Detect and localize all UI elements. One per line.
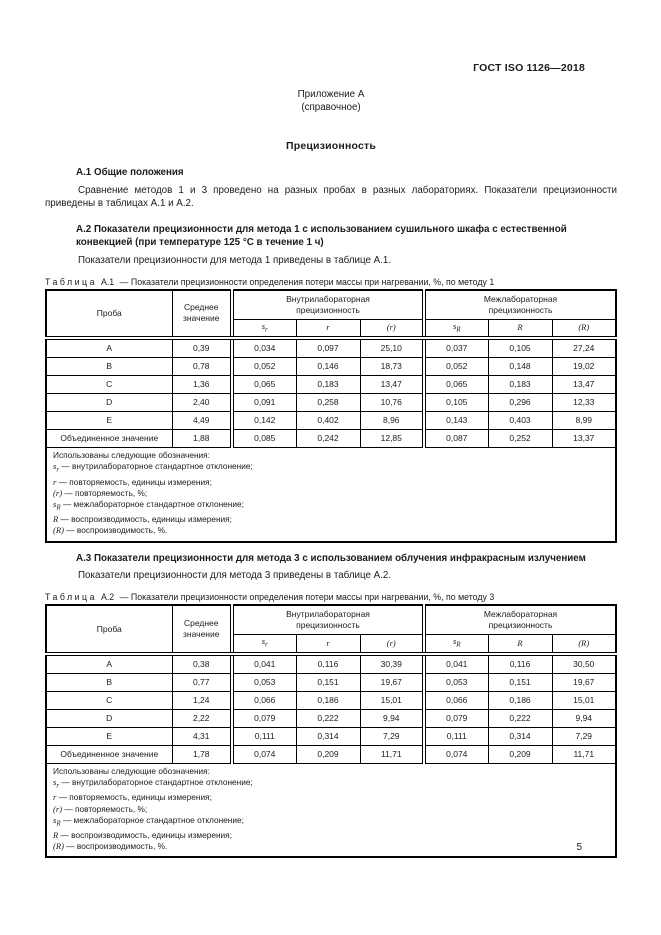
value-cell: 0,146 bbox=[296, 358, 360, 376]
value-cell: 0,105 bbox=[488, 338, 552, 358]
value-cell: 12,33 bbox=[552, 394, 616, 412]
value-cell: 1,36 bbox=[172, 376, 232, 394]
value-cell: 0,074 bbox=[424, 745, 488, 763]
value-cell: 4,49 bbox=[172, 412, 232, 430]
value-cell: 1,88 bbox=[172, 430, 232, 448]
sample-cell: E bbox=[46, 727, 172, 745]
value-cell: 0,085 bbox=[232, 430, 296, 448]
value-cell: 0,151 bbox=[488, 673, 552, 691]
note-line: (R) — воспроизводимость, %. bbox=[53, 525, 168, 536]
table-row bbox=[46, 394, 616, 412]
note-line: R — воспроизводимость, единицы измерения; bbox=[53, 514, 232, 525]
value-cell: 0,252 bbox=[488, 430, 552, 448]
value-cell: 0,314 bbox=[488, 727, 552, 745]
value-cell: 0,052 bbox=[424, 358, 488, 376]
note-line: r — повторяемость, единицы измерения; bbox=[53, 476, 212, 487]
value-cell: 18,73 bbox=[360, 358, 424, 376]
appendix-title: Приложение А bbox=[297, 89, 365, 100]
value-cell: 0,186 bbox=[488, 691, 552, 709]
value-cell: 19,67 bbox=[360, 673, 424, 691]
value-cell: 0,258 bbox=[296, 394, 360, 412]
value-cell: 13,37 bbox=[552, 430, 616, 448]
value-cell: 0,314 bbox=[296, 727, 360, 745]
col-header-sr: $s_r$ bbox=[232, 635, 296, 654]
value-cell: 10,76 bbox=[360, 394, 424, 412]
value-cell: 27,24 bbox=[552, 338, 616, 358]
sample-cell: E bbox=[46, 412, 172, 430]
value-cell: 0,77 bbox=[172, 673, 232, 691]
col-header-r: r bbox=[296, 635, 360, 654]
value-cell: 19,02 bbox=[552, 358, 616, 376]
page-number: 5 bbox=[576, 842, 582, 853]
value-cell: 0,402 bbox=[296, 412, 360, 430]
value-cell: 0,066 bbox=[424, 691, 488, 709]
value-cell: 0,052 bbox=[232, 358, 296, 376]
value-cell: 0,222 bbox=[296, 709, 360, 727]
value-cell: 4,31 bbox=[172, 727, 232, 745]
value-cell: 7,29 bbox=[360, 727, 424, 745]
section-a3-paragraph: Показатели прецизионности для метода 3 приведены в таблице А.2. bbox=[78, 570, 392, 582]
sample-cell: C bbox=[46, 376, 172, 394]
value-cell: 11,71 bbox=[360, 745, 424, 763]
value-cell: 0,39 bbox=[172, 338, 232, 358]
value-cell: 9,94 bbox=[360, 709, 424, 727]
precision-table-a1 bbox=[45, 289, 617, 543]
value-cell: 13,47 bbox=[552, 376, 616, 394]
section-a1-paragraph: Сравнение методов 1 и 3 проведено на разных пробах в разных лабораториях. Показатели прецизионности приведены в таблицах А.1 и А.2. bbox=[45, 184, 617, 209]
col-group-interlab: Межлабораторная прецизионность bbox=[424, 290, 616, 320]
col-header-sR: $s_R$ bbox=[424, 319, 488, 338]
table-caption-number: А.2 bbox=[101, 592, 115, 603]
col-header-r: r bbox=[296, 319, 360, 338]
value-cell: 2,40 bbox=[172, 394, 232, 412]
value-cell: 12,85 bbox=[360, 430, 424, 448]
value-cell: 0,148 bbox=[488, 358, 552, 376]
table-caption-text: — Показатели прецизионности определения потери массы при нагревании, %, по методу 3 bbox=[119, 592, 495, 603]
value-cell: 11,71 bbox=[552, 745, 616, 763]
value-cell: 0,105 bbox=[424, 394, 488, 412]
table-caption-word: Таблица bbox=[45, 276, 97, 287]
value-cell: 0,053 bbox=[424, 673, 488, 691]
note-line: r — повторяемость, единицы измерения; bbox=[53, 792, 212, 803]
value-cell: 0,143 bbox=[424, 412, 488, 430]
table-row bbox=[46, 709, 616, 727]
value-cell: 13,47 bbox=[360, 376, 424, 394]
value-cell: 1,24 bbox=[172, 691, 232, 709]
table-row bbox=[46, 358, 616, 376]
notes-intro: Использованы следующие обозначения: bbox=[53, 765, 210, 776]
value-cell: 0,065 bbox=[424, 376, 488, 394]
value-cell: 0,091 bbox=[232, 394, 296, 412]
precision-table-a2 bbox=[45, 604, 617, 858]
section-a3-heading: А.3 Показатели прецизионности для метода 3 с использованием облучения инфракрасным излучением bbox=[76, 552, 586, 564]
value-cell: 0,111 bbox=[232, 727, 296, 745]
note-line: $s_r$ — внутрилабораторное стандартное отклонение; bbox=[53, 777, 253, 790]
value-cell: 0,074 bbox=[232, 745, 296, 763]
table-caption-number: А.1 bbox=[101, 276, 115, 287]
col-header-mean: Среднее значение bbox=[172, 605, 232, 654]
sample-cell: Объединенное значение bbox=[46, 745, 172, 763]
table-row bbox=[46, 727, 616, 745]
table-row bbox=[46, 430, 616, 448]
value-cell: 0,222 bbox=[488, 709, 552, 727]
value-cell: 15,01 bbox=[552, 691, 616, 709]
col-group-interlab: Межлабораторная прецизионность bbox=[424, 605, 616, 635]
page-content bbox=[45, 88, 617, 858]
value-cell: 0,183 bbox=[296, 376, 360, 394]
sample-cell: D bbox=[46, 709, 172, 727]
col-header-R-pct: (R) bbox=[552, 635, 616, 654]
value-cell: 0,183 bbox=[488, 376, 552, 394]
table-row bbox=[46, 654, 616, 674]
sample-cell: C bbox=[46, 691, 172, 709]
col-header-r-pct: (r) bbox=[360, 319, 424, 338]
note-line: (r) — повторяемость, %; bbox=[53, 803, 148, 814]
section-a2-paragraph: Показатели прецизионности для метода 1 приведены в таблице А.1. bbox=[78, 254, 392, 266]
table-row bbox=[46, 338, 616, 358]
value-cell: 0,034 bbox=[232, 338, 296, 358]
note-line: (R) — воспроизводимость, %. bbox=[53, 841, 168, 852]
value-cell: 0,209 bbox=[488, 745, 552, 763]
col-header-R-pct: (R) bbox=[552, 319, 616, 338]
table-row bbox=[46, 412, 616, 430]
value-cell: 8,96 bbox=[360, 412, 424, 430]
table-notes bbox=[46, 763, 616, 857]
table-row bbox=[46, 745, 616, 763]
note-line: (r) — повторяемость, %; bbox=[53, 487, 148, 498]
value-cell: 30,39 bbox=[360, 654, 424, 674]
col-header-R: R bbox=[488, 319, 552, 338]
value-cell: 0,209 bbox=[296, 745, 360, 763]
value-cell: 0,116 bbox=[488, 654, 552, 674]
table-a2-caption bbox=[45, 591, 617, 604]
sample-cell: Объединенное значение bbox=[46, 430, 172, 448]
value-cell: 0,151 bbox=[296, 673, 360, 691]
table-row bbox=[46, 673, 616, 691]
col-group-intralab: Внутрилабораторная прецизионность bbox=[232, 290, 424, 320]
value-cell: 0,116 bbox=[296, 654, 360, 674]
doc-number: ГОСТ ISO 1126—2018 bbox=[473, 62, 585, 74]
value-cell: 0,296 bbox=[488, 394, 552, 412]
col-header-r-pct: (r) bbox=[360, 635, 424, 654]
note-line: $s_r$ — внутрилабораторное стандартное отклонение; bbox=[53, 461, 253, 475]
value-cell: 0,041 bbox=[424, 654, 488, 674]
value-cell: 0,037 bbox=[424, 338, 488, 358]
section-a1-heading: А.1 Общие положения bbox=[76, 167, 184, 178]
col-header-sr: $s_r$ bbox=[232, 319, 296, 338]
value-cell: 0,079 bbox=[424, 709, 488, 727]
table-row bbox=[46, 376, 616, 394]
value-cell: 0,403 bbox=[488, 412, 552, 430]
sample-cell: A bbox=[46, 654, 172, 674]
value-cell: 7,29 bbox=[552, 727, 616, 745]
table-caption-text: — Показатели прецизионности определения потери массы при нагревании, %, по методу 1 bbox=[119, 276, 495, 287]
value-cell: 19,67 bbox=[552, 673, 616, 691]
value-cell: 0,087 bbox=[424, 430, 488, 448]
value-cell: 0,053 bbox=[232, 673, 296, 691]
col-group-intralab: Внутрилабораторная прецизионность bbox=[232, 605, 424, 635]
value-cell: 25,10 bbox=[360, 338, 424, 358]
col-header-sR: $s_R$ bbox=[424, 635, 488, 654]
value-cell: 0,065 bbox=[232, 376, 296, 394]
value-cell: 0,38 bbox=[172, 654, 232, 674]
note-line: R — воспроизводимость, единицы измерения; bbox=[53, 829, 232, 840]
table-row bbox=[46, 691, 616, 709]
page-title: Прецизионность bbox=[286, 140, 376, 152]
value-cell: 0,097 bbox=[296, 338, 360, 358]
value-cell: 0,111 bbox=[424, 727, 488, 745]
value-cell: 2,22 bbox=[172, 709, 232, 727]
table-body bbox=[46, 338, 616, 448]
value-cell: 9,94 bbox=[552, 709, 616, 727]
table-a1-caption bbox=[45, 276, 617, 289]
value-cell: 0,079 bbox=[232, 709, 296, 727]
sample-cell: A bbox=[46, 338, 172, 358]
value-cell: 0,066 bbox=[232, 691, 296, 709]
value-cell: 0,142 bbox=[232, 412, 296, 430]
note-line: $s_R$ — межлабораторное стандартное отклонение; bbox=[53, 499, 244, 512]
value-cell: 0,186 bbox=[296, 691, 360, 709]
value-cell: 0,242 bbox=[296, 430, 360, 448]
col-header-sample: Проба bbox=[46, 605, 172, 654]
sample-cell: D bbox=[46, 394, 172, 412]
section-a2-heading: А.2 Показатели прецизионности для метода 1 с использованием сушильного шкафа с естественной конвекцией (при температуре 125 °С в течение 1 ч) bbox=[76, 223, 567, 248]
table-body bbox=[46, 654, 616, 764]
value-cell: 30,50 bbox=[552, 654, 616, 674]
value-cell: 1,78 bbox=[172, 745, 232, 763]
sample-cell: B bbox=[46, 358, 172, 376]
table-notes bbox=[46, 448, 616, 542]
col-header-mean: Среднее значение bbox=[172, 290, 232, 339]
value-cell: 0,78 bbox=[172, 358, 232, 376]
col-header-R: R bbox=[488, 635, 552, 654]
value-cell: 15,01 bbox=[360, 691, 424, 709]
col-header-sample: Проба bbox=[46, 290, 172, 339]
sample-cell: B bbox=[46, 673, 172, 691]
appendix-subtitle: (справочное) bbox=[301, 102, 361, 113]
value-cell: 8,99 bbox=[552, 412, 616, 430]
value-cell: 0,041 bbox=[232, 654, 296, 674]
note-line: $s_R$ — межлабораторное стандартное отклонение; bbox=[53, 814, 244, 828]
table-caption-word: Таблица bbox=[45, 592, 97, 603]
notes-intro: Использованы следующие обозначения: bbox=[53, 450, 210, 461]
